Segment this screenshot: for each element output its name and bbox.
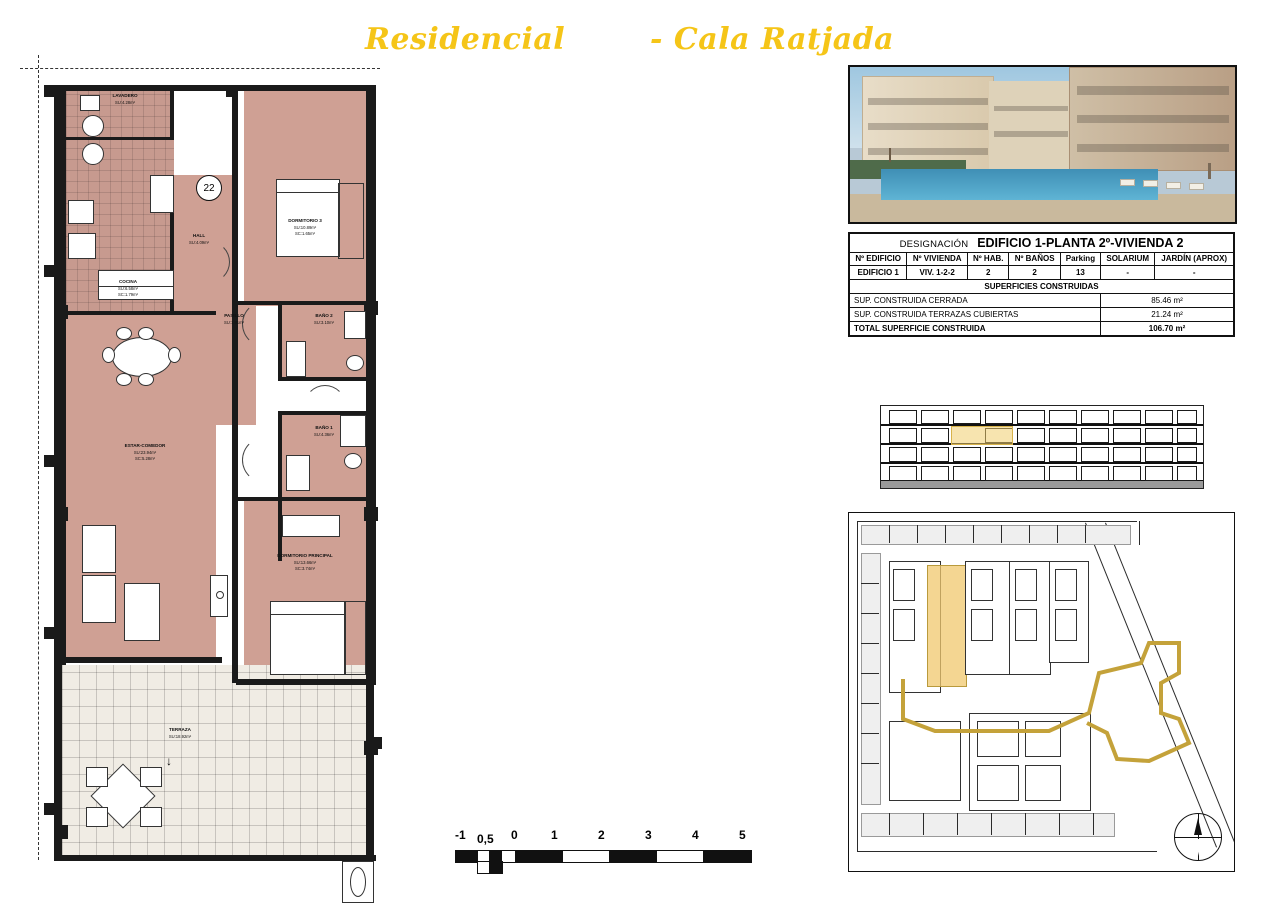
armchair [82,525,116,573]
sofa [124,583,160,641]
value-sup-cerrada: 85.46 m² [1101,294,1234,308]
bed-double [270,611,346,675]
wall-terrace-right [366,681,374,861]
value-jardin: - [1155,266,1234,280]
axis-line-vertical [38,55,39,860]
photo-pool [881,169,1158,200]
scale-label-2: 0 [511,828,518,842]
elevation-floor-line [881,443,1203,445]
room-label-dormitorio3 [262,218,348,238]
photo-lounger [1120,179,1135,186]
shower-tray [286,341,306,377]
surface-row-total [850,322,1234,336]
elevation-unit-highlight [951,426,1013,445]
door-swing [242,437,288,483]
room-label-su: SU:23.94m² [133,449,157,455]
kitchen-hob-icon [68,233,96,259]
designation-value: EDIFICIO 1-PLANTA 2º-VIVIENDA 2 [977,236,1184,250]
value-banos: 2 [1009,266,1060,280]
room-label-terraza [148,727,212,740]
scale-bar [455,828,765,878]
wall-interior [66,657,222,663]
dining-chair [102,347,115,363]
scale-segment [609,850,658,863]
kitchen-sink-icon [68,200,94,224]
floor-plan-drawing [20,55,420,865]
wall-pier [54,507,68,521]
room-label-name: DORMITORIO PRINCIPAL [277,553,333,558]
value-vivienda: VIV. 1-2-2 [907,266,968,280]
elevation-floor-line [881,462,1203,464]
wall-interior [66,137,174,140]
page-title-right: - Cala Ratjada [650,22,895,57]
room-label-sc: SC:1.65m² [294,231,315,237]
room-label-su: SU:4.09m² [188,239,209,245]
wall-pier [364,741,378,755]
scale-label-1: 0,5 [477,832,494,846]
site-plan-diagram [848,512,1235,872]
header-jardin: JARDÍN (APROX) [1155,253,1234,266]
surface-row-terrazas [850,308,1234,322]
scale-label-4: 2 [598,828,605,842]
label-sup-cerrada: SUP. CONSTRUIDA CERRADA [850,294,1101,308]
wall-pier [364,301,378,315]
room-label-name: DORMITORIO 3 [288,218,322,223]
bed-headboard [270,601,346,615]
value-total: 106.70 m² [1101,322,1234,336]
photo-palm [889,148,891,162]
scale-segment [656,850,705,863]
value-solarium: - [1101,266,1155,280]
room-label-name: TERRAZA [169,727,191,732]
wall-exterior-top [54,85,374,91]
scale-label-3: 1 [551,828,558,842]
value-edificio: EDIFICIO 1 [850,266,907,280]
label-total: TOTAL SUPERFICIE CONSTRUIDA [850,322,1101,336]
header-solarium: SOLARIUM [1101,253,1155,266]
photo-lounger [1189,183,1204,190]
wall-exterior-left [54,85,66,665]
unit-spec-table [848,232,1235,337]
entrance-arrow-icon: ↓ [166,754,172,768]
terrace-chair [86,807,108,827]
wall-interior [66,311,216,315]
armchair [82,575,116,623]
room-label-name: ESTAR-COMEDOR [124,443,166,448]
spec-header-row [850,253,1234,266]
wall-interior [170,91,174,137]
section-title-row [850,280,1234,294]
scale-label-0: -1 [455,828,466,842]
room-label-sc: SC:1.79m² [117,292,138,298]
wardrobe [344,601,366,675]
header-hab: Nº HAB. [968,253,1009,266]
room-label-sc: SC:3.74m² [294,566,315,572]
unit-number-marker: 22 [196,175,222,201]
header-vivienda: Nº VIVIENDA [907,253,968,266]
room-label-name: BAÑO 2 [315,313,333,318]
section-title-superficies: SUPERFICIES CONSTRUIDAS [850,280,1234,294]
wall-interior [282,377,368,381]
washbasin-icon [346,355,364,371]
wall-pier [364,507,378,521]
toilet-icon [286,455,310,491]
scale-label-6: 4 [692,828,699,842]
elevation-facade [880,405,1204,489]
room-label-estar-comedor [100,443,190,463]
room-label-name: LAVADERO [112,93,138,98]
scale-segment [455,850,479,863]
wall-interior [236,679,376,685]
photo-building-mid [989,81,1074,171]
room-label-su: SU:10.89m² [293,224,317,230]
photo-lounger [1166,182,1181,189]
terrace-chair [140,807,162,827]
surface-row-cerrada [850,294,1234,308]
wall-pier [54,305,68,319]
dining-chair [138,373,154,386]
wall-terrace-bottom [54,855,376,861]
building-elevation-diagram [880,405,1202,495]
room-label-su: SU:4.36m² [313,431,334,437]
room-label-sc: SC:5.28m² [134,456,155,462]
room-label-name: PASILLO [224,313,244,318]
compass-icon [1174,813,1222,861]
room-label-name: COCINA [118,279,138,284]
designation-label: DESIGNACIÓN [899,239,969,250]
door-swing [304,385,346,427]
page-title-left: Residencial [365,22,566,57]
wall-interior [282,497,368,501]
value-sup-terrazas: 21.24 m² [1101,308,1234,322]
stair-circle [350,867,366,897]
wall-exterior-right [366,85,376,685]
dining-chair [116,327,132,340]
spec-value-row [850,266,1234,280]
room-label-name: HALL [192,233,206,238]
room-label-hall [170,233,228,246]
wall-pier [54,825,68,839]
header-banos: Nº BAÑOS [1009,253,1060,266]
wall-interior [236,497,284,501]
sink-icon [82,115,104,137]
room-label-bano2 [292,313,356,326]
elevation-ground-line [881,481,1203,488]
dining-table [112,337,172,377]
scale-label-5: 3 [645,828,652,842]
terrace-chair [140,767,162,787]
wall-interior [232,85,238,315]
closet-shelf [282,515,340,537]
room-label-su: SU:1.81m² [223,319,244,325]
room-label-dormitorio-principal [242,553,368,573]
value-parking: 13 [1060,266,1100,280]
photo-building-right [1069,67,1237,171]
scale-segment [489,861,503,874]
scale-segment [515,850,564,863]
door-swing [188,241,230,283]
bed-headboard [276,179,340,193]
room-label-lavadero [90,93,160,106]
header-parking: Parking [1060,253,1100,266]
room-label-su: SU:3.10m² [313,319,334,325]
room-label-cocina [94,279,162,299]
elevation-floor-line [881,424,1203,426]
washbasin-icon [344,453,362,469]
dryer-icon [82,143,104,165]
dining-chair [168,347,181,363]
scale-segment [562,850,611,863]
value-hab: 2 [968,266,1009,280]
room-terraza-fill [62,665,368,860]
tv-icon [216,591,224,599]
terrace-chair [86,767,108,787]
photo-lounger [1143,180,1158,187]
scale-label-7: 5 [739,828,746,842]
room-label-su: SU:6.58m² [117,285,138,291]
header-edificio: Nº EDIFICIO [850,253,907,266]
room-label-bano1 [292,425,356,438]
photo-umbrella [1208,163,1211,179]
dining-chair [138,327,154,340]
room-label-name: BAÑO 1 [315,425,333,430]
room-label-su: SU:18.92m² [168,733,192,739]
axis-line-horizontal [20,68,380,69]
wall-interior [232,315,238,683]
access-route-path [849,513,1234,871]
scale-segment [703,850,752,863]
room-label-su: SU:4.28m² [114,99,135,105]
label-sup-terrazas: SUP. CONSTRUIDA TERRAZAS CUBIERTAS [850,308,1101,322]
room-label-pasillo [208,313,260,326]
fridge-icon [150,175,174,213]
room-label-su: SU:13.66m² [293,559,317,565]
dining-chair [116,373,132,386]
building-photo [848,65,1237,224]
designation-row [850,234,1234,253]
